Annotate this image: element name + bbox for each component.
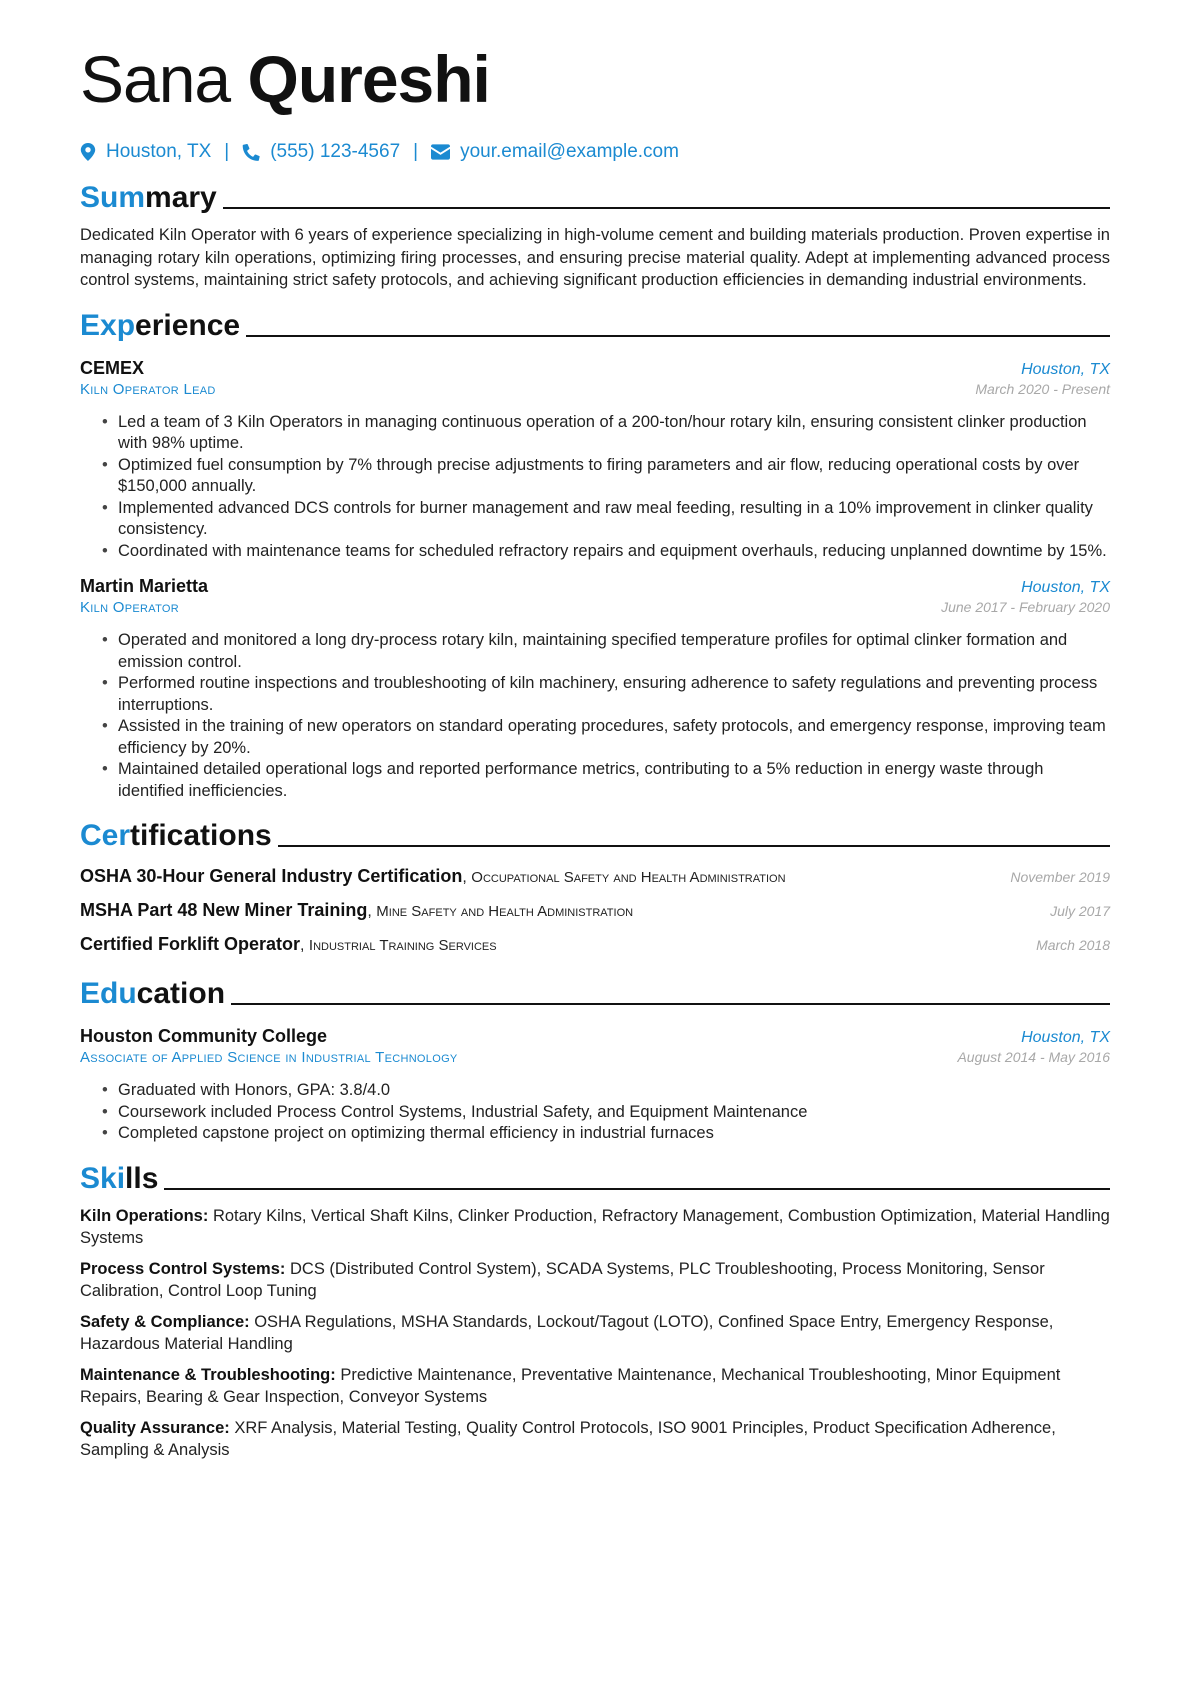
education-bullets	[80, 1080, 1110, 1145]
skill-category: Quality Assurance:	[80, 1418, 230, 1437]
contact-bar	[80, 140, 1110, 164]
job-dates: June 2017 - February 2020	[941, 599, 1110, 615]
heading-accent: Exp	[80, 308, 136, 342]
skill-items: OSHA Regulations, MSHA Standards, Lockout/Tagout (LOTO), Confined Space Entry, Emergency Response, Hazardous Material Handling	[80, 1312, 1054, 1353]
heading-rest: erience	[135, 308, 241, 342]
section-rule	[231, 1003, 1110, 1005]
certifications-heading	[80, 814, 1110, 854]
skill-line	[80, 1258, 1110, 1303]
certification-row: OSHA 30-Hour General Industry Certification, Occupational Safety and Health Administration November 2019	[80, 866, 1110, 886]
envelope-icon	[431, 143, 450, 161]
cert-date: July 2017	[1050, 903, 1110, 919]
list-item: • Maintained detailed operational logs and reported performance metrics, contributing to a 5% reduction in energy waste through identified inefficiencies.	[118, 759, 1110, 802]
certification-row: MSHA Part 48 New Miner Training, Mine Safety and Health Administration July 2017	[80, 900, 1110, 920]
list-item: • Implemented advanced DCS controls for burner management and raw meal feeding, resulting in a 10% improvement in clinker quality consistency.	[118, 498, 1110, 541]
skills-heading	[80, 1157, 1110, 1197]
job-title: Kiln Operator Lead	[80, 380, 216, 398]
skill-category: Safety & Compliance:	[80, 1312, 250, 1331]
list-item: • Optimized fuel consumption by 7% through precise adjustments to firing parameters and air flow, reducing operational costs by over $150,000 annually.	[118, 455, 1110, 498]
heading-accent: Ski	[80, 1161, 126, 1195]
list-item: • Performed routine inspections and troubleshooting of kiln machinery, ensuring adherence to safety regulations and preventing process interruptions.	[118, 673, 1110, 716]
job-bullets	[80, 412, 1110, 563]
heading-rest: lls	[125, 1161, 159, 1195]
heading-accent: Cer	[80, 819, 131, 852]
list-item: • Coordinated with maintenance teams for scheduled refractory repairs and equipment overhauls, reducing unplanned downtime by 15%.	[118, 541, 1110, 563]
cert-name: Certified Forklift Operator	[80, 934, 301, 954]
education-entry	[80, 1026, 1110, 1145]
skill-category: Process Control Systems:	[80, 1259, 286, 1278]
job-location: Houston, TX	[1021, 579, 1110, 596]
heading-accent: Sum	[80, 181, 146, 214]
heading-accent: Edu	[80, 977, 137, 1010]
cert-issuer: Occupational Safety and Health Administration	[471, 869, 786, 886]
skill-line	[80, 1311, 1110, 1356]
summary-text: Dedicated Kiln Operator with 6 years of experience specializing in high-volume cement and building materials production. Proven expertise in managing rotary kiln operations, optimizing firing processes, and ensuring precise material quality. Adept at implementing advanced process control systems, maintaining strict safety protocols, and achieving significant production efficiencies in demanding industrial environments.	[80, 226, 1110, 289]
company-name: Martin Marietta	[80, 576, 209, 596]
school-location: Houston, TX	[1021, 1029, 1110, 1046]
cert-name: OSHA 30-Hour General Industry Certification	[80, 866, 463, 886]
skill-category: Maintenance & Troubleshooting:	[80, 1365, 336, 1384]
candidate-name	[80, 42, 1110, 116]
skill-line	[80, 1417, 1110, 1462]
list-item: • Coursework included Process Control Systems, Industrial Safety, and Equipment Maintenance	[118, 1102, 1110, 1124]
skill-category: Kiln Operations:	[80, 1206, 209, 1225]
school-name: Houston Community College	[80, 1026, 327, 1046]
job-location: Houston, TX	[1021, 360, 1110, 378]
map-pin-icon	[80, 143, 96, 161]
list-item: • Graduated with Honors, GPA: 3.8/4.0	[118, 1080, 1110, 1102]
section-rule	[246, 335, 1110, 337]
cert-name: MSHA Part 48 New Miner Training	[80, 900, 368, 920]
first-name: Sana	[80, 42, 231, 116]
cert-issuer: Industrial Training Services	[308, 937, 497, 954]
phone-text: (555) 123-4567	[270, 141, 401, 162]
phone-icon	[242, 143, 260, 161]
section-rule	[164, 1188, 1110, 1190]
job-title: Kiln Operator	[80, 599, 180, 616]
list-item: • Completed capstone project on optimizing thermal efficiency in industrial furnaces	[118, 1123, 1110, 1145]
skill-items: DCS (Distributed Control System), SCADA Systems, PLC Troubleshooting, Process Monitoring, Sensor Calibration, Control Loop Tuning	[80, 1259, 1045, 1300]
contact-phone[interactable]	[242, 141, 400, 163]
heading-rest: mary	[145, 181, 217, 214]
education-heading	[80, 972, 1110, 1012]
experience-entry	[80, 576, 1110, 802]
contact-separator: |	[224, 141, 230, 162]
skill-items: XRF Analysis, Material Testing, Quality Control Protocols, ISO 9001 Principles, Product Specification Adherence, Sampling & Analysis	[80, 1418, 1056, 1459]
skill-line	[80, 1205, 1110, 1250]
job-dates: March 2020 - Present	[975, 380, 1110, 397]
skill-items: Predictive Maintenance, Preventative Maintenance, Mechanical Troubleshooting, Minor Equipment Repairs, Bearing & Gear Inspection, Conveyor Systems	[80, 1365, 1061, 1406]
contact-separator: |	[413, 141, 419, 162]
education-dates: August 2014 - May 2016	[957, 1049, 1110, 1065]
experience-entry	[80, 358, 1110, 563]
job-bullets	[80, 630, 1110, 802]
email-link: your.email@example.com	[460, 141, 679, 162]
cert-date: March 2018	[1036, 937, 1110, 953]
list-item: • Assisted in the training of new operators on standard operating procedures, safety protocols, and emergency response, improving team efficiency by 20%.	[118, 716, 1110, 759]
skill-items: Rotary Kilns, Vertical Shaft Kilns, Clinker Production, Refractory Management, Combustion Optimization, Material Handling Systems	[80, 1206, 1110, 1247]
summary-heading	[80, 176, 1110, 216]
list-item: • Led a team of 3 Kiln Operators in managing continuous operation of a 200-ton/hour rotary kiln, ensuring consistent clinker production with 98% uptime.	[118, 412, 1110, 455]
experience-heading	[80, 304, 1110, 344]
cert-date: November 2019	[1010, 869, 1110, 885]
degree-title: Associate of Applied Science in Industrial Technology	[80, 1049, 458, 1066]
location-text: Houston, TX	[106, 141, 212, 162]
contact-email[interactable]	[431, 141, 679, 163]
certification-row: Certified Forklift Operator, Industrial Training Services March 2018	[80, 934, 1110, 954]
list-item: • Operated and monitored a long dry-process rotary kiln, maintaining specified temperature profiles for optimal clinker formation and emission control.	[118, 630, 1110, 673]
heading-rest: tifications	[130, 819, 272, 852]
cert-issuer: Mine Safety and Health Administration	[376, 903, 634, 920]
last-name: Qureshi	[247, 42, 490, 116]
skill-line	[80, 1364, 1110, 1409]
section-rule	[278, 845, 1110, 847]
heading-rest: cation	[136, 977, 226, 1010]
section-rule	[223, 207, 1110, 209]
company-name: CEMEX	[80, 357, 145, 378]
contact-location	[80, 141, 211, 163]
